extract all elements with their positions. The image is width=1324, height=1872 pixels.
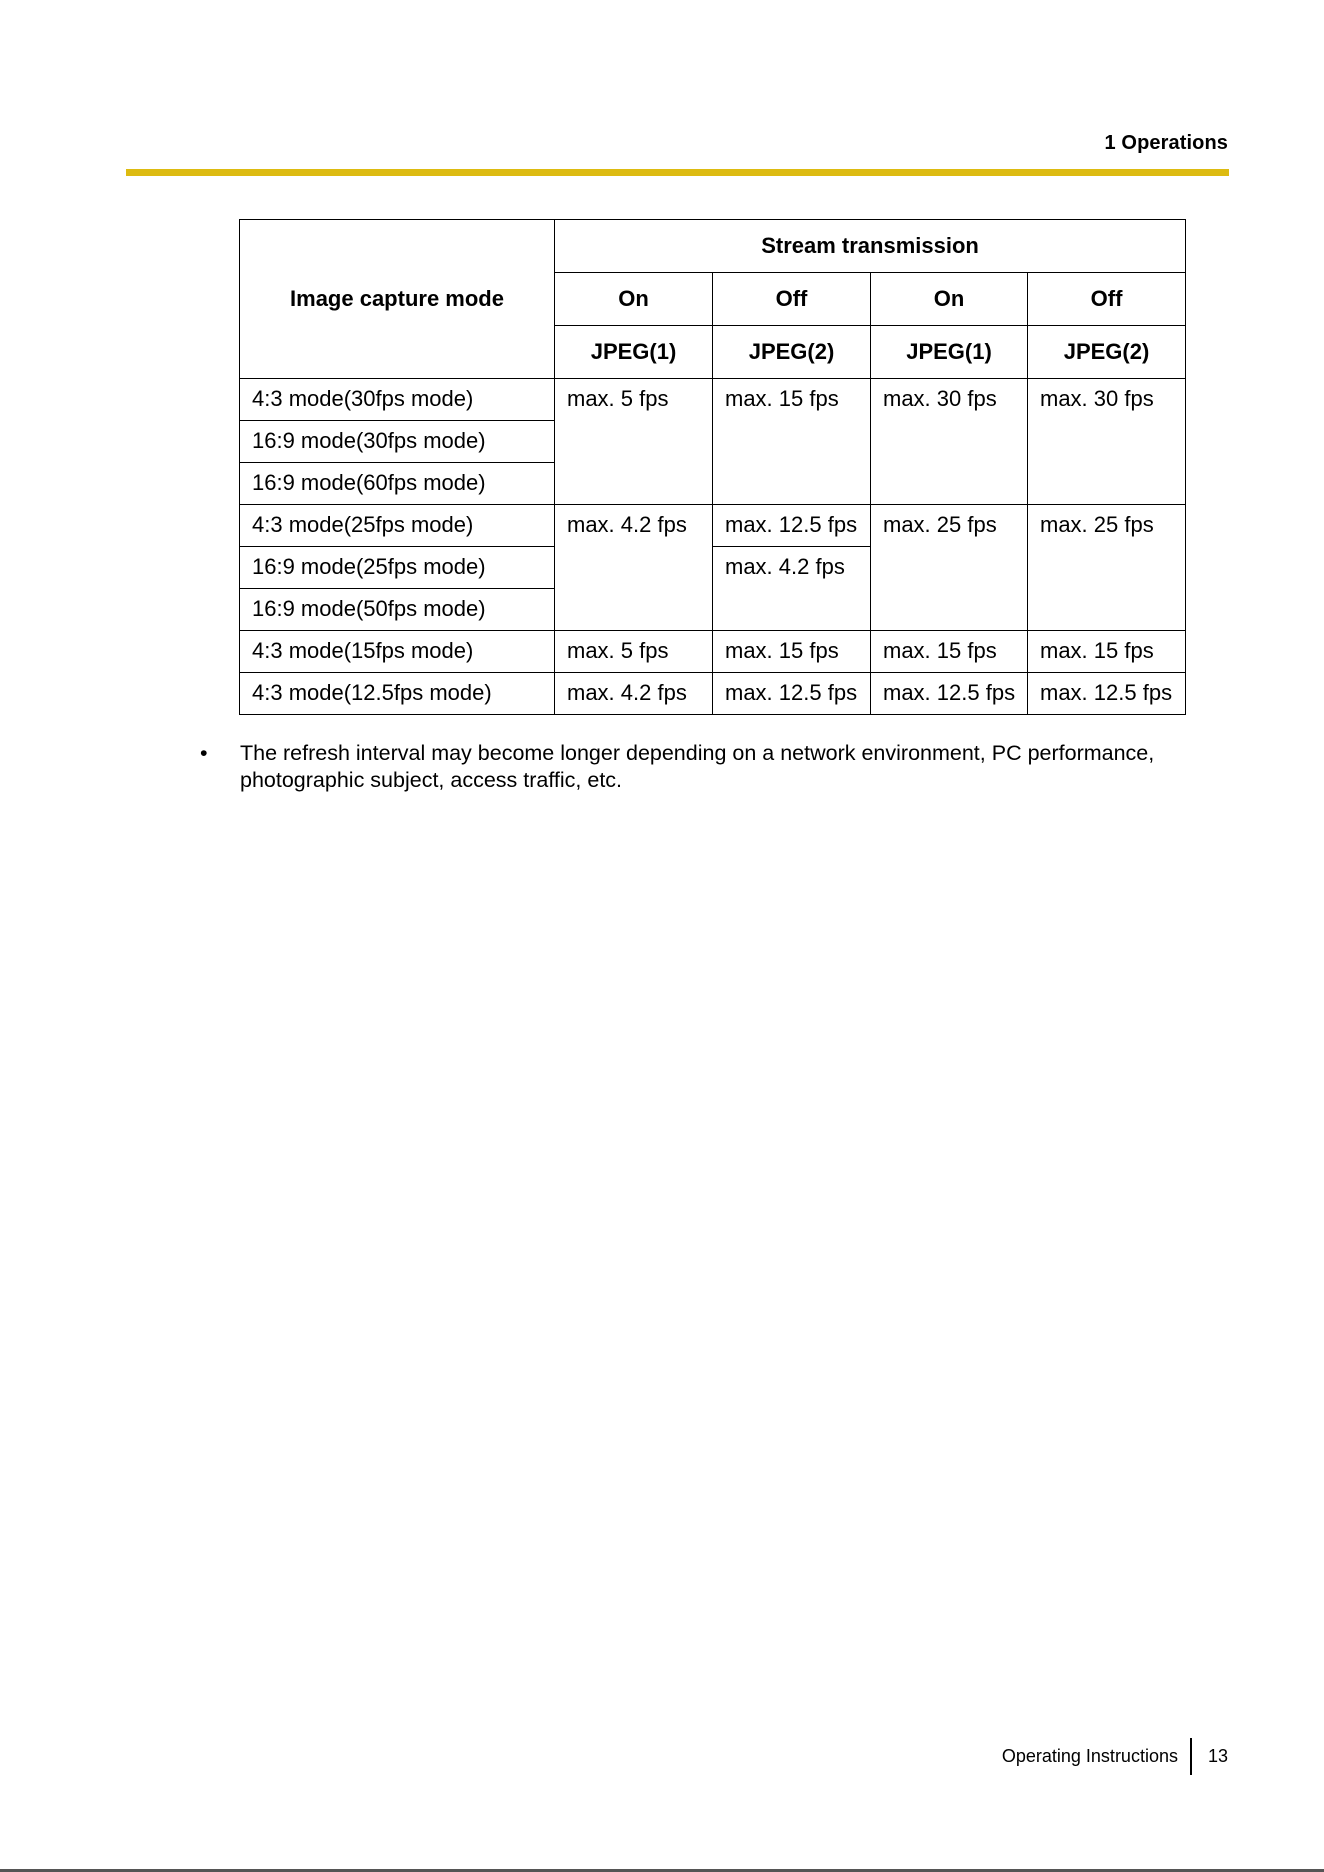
fps-cell: max. 4.2 fps — [555, 505, 713, 631]
table-row — [240, 631, 1186, 673]
fps-cell: max. 12.5 fps — [713, 673, 871, 715]
frame-rate-table — [239, 219, 1186, 715]
header-image-capture-mode: Image capture mode — [240, 220, 555, 379]
fps-cell: max. 30 fps — [871, 379, 1028, 505]
mode-cell: 4:3 mode(15fps mode) — [240, 631, 555, 673]
header-format: JPEG(2) — [713, 326, 871, 379]
mode-cell: 16:9 mode(30fps mode) — [240, 421, 555, 463]
fps-cell: max. 12.5 fps — [1028, 673, 1186, 715]
fps-cell: max. 25 fps — [1028, 505, 1186, 631]
footer-divider — [1190, 1738, 1192, 1775]
fps-cell: max. 5 fps — [555, 631, 713, 673]
header-stream-state: Off — [1028, 273, 1186, 326]
fps-cell: max. 4.2 fps — [555, 673, 713, 715]
header-format: JPEG(2) — [1028, 326, 1186, 379]
table-row — [240, 505, 1186, 547]
mode-cell: 4:3 mode(30fps mode) — [240, 379, 555, 421]
note-text: The refresh interval may become longer depending on a network environment, PC performance, photographic subject, access traffic, etc. — [240, 741, 1155, 792]
fps-cell: max. 15 fps — [713, 379, 871, 505]
fps-cell: max. 25 fps — [871, 505, 1028, 631]
page-footer — [1002, 1738, 1228, 1775]
fps-cell: max. 15 fps — [1028, 631, 1186, 673]
header-stream-state: On — [555, 273, 713, 326]
footer-doc-name: Operating Instructions — [1001, 1746, 1178, 1766]
header-stream-state: Off — [713, 273, 871, 326]
header-rule — [126, 169, 1229, 176]
fps-cell: max. 4.2 fps — [713, 547, 871, 631]
mode-cell: 16:9 mode(50fps mode) — [240, 589, 555, 631]
fps-cell: max. 5 fps — [555, 379, 713, 505]
table-row — [240, 379, 1186, 421]
note — [200, 740, 1190, 794]
fps-cell: max. 30 fps — [1028, 379, 1186, 505]
header-format: JPEG(1) — [871, 326, 1028, 379]
header-stream-state: On — [871, 273, 1028, 326]
section-title: 1 Operations — [1104, 132, 1228, 154]
mode-cell: 4:3 mode(12.5fps mode) — [240, 673, 555, 715]
mode-cell: 16:9 mode(25fps mode) — [240, 547, 555, 589]
header-format: JPEG(1) — [555, 326, 713, 379]
header-stream-transmission: Stream transmission — [555, 220, 1186, 273]
mode-cell: 16:9 mode(60fps mode) — [240, 463, 555, 505]
fps-cell: max. 15 fps — [713, 631, 871, 673]
fps-cell: max. 12.5 fps — [871, 673, 1028, 715]
mode-cell: 4:3 mode(25fps mode) — [240, 505, 555, 547]
bullet-icon: • — [200, 741, 208, 765]
fps-cell: max. 15 fps — [871, 631, 1028, 673]
fps-cell: max. 12.5 fps — [713, 505, 871, 547]
table-row — [240, 673, 1186, 715]
page-number: 13 — [1207, 1746, 1228, 1766]
